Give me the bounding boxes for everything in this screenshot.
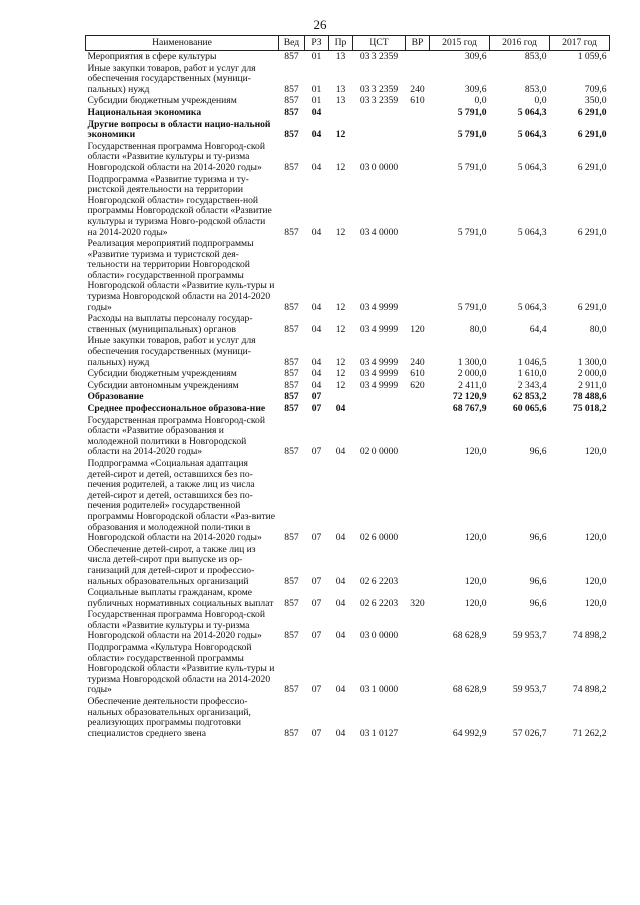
cell-cst: 03 4 9999 xyxy=(359,301,399,313)
cell-cst: 02 6 2203 xyxy=(359,597,399,609)
cell-rz: 07 xyxy=(311,446,322,458)
cell-name: Образование xyxy=(87,391,144,403)
cell-name: Обеспечение детей-сирот, а также лиц из числа детей-сирот при выпуске из ор-ганизаций для детей-сирот и профессио-нальных образовательных организаций xyxy=(87,543,256,587)
cell-rz: 04 xyxy=(311,379,322,391)
cell-ved: 857 xyxy=(284,95,299,107)
cell-cst xyxy=(353,107,406,119)
cell-2017: 6 291,0 xyxy=(577,226,607,238)
cell-vr xyxy=(406,609,430,642)
cell-pr: 04 xyxy=(335,630,346,642)
cell-ved: 857 xyxy=(284,129,299,141)
cell-rz: 07 xyxy=(311,575,322,587)
cell-2015: 5 791,0 xyxy=(457,129,487,141)
budget-table xyxy=(85,35,610,739)
cell-2016: 59 953,7 xyxy=(512,630,547,642)
cell-2016: 96,6 xyxy=(529,597,547,609)
cell-ved: 857 xyxy=(284,684,299,696)
cell-pr xyxy=(329,107,353,119)
cell-2015: 68 628,9 xyxy=(452,684,487,696)
cell-2016: 96,6 xyxy=(529,575,547,587)
header-cst: ЦСТ xyxy=(353,36,406,51)
cell-2015: 80,0 xyxy=(469,323,487,335)
cell-pr: 04 xyxy=(335,727,346,739)
cell-name: Субсидии бюджетным учреждениям xyxy=(87,368,237,380)
table-row xyxy=(86,119,610,141)
cell-2015: 72 120,9 xyxy=(452,391,487,403)
table-row xyxy=(86,415,610,458)
cell-2016: 62 853,2 xyxy=(512,391,547,403)
cell-2015: 68 767,9 xyxy=(452,403,487,414)
cell-rz: 07 xyxy=(311,630,322,642)
cell-cst: 03 3 2359 xyxy=(359,51,399,62)
table-body xyxy=(86,51,610,740)
cell-ved: 857 xyxy=(284,161,299,173)
cell-rz: 04 xyxy=(311,323,322,335)
cell-name: Подпрограмма «Культура Новгородской области» государственной программы Новгородской области «Развитие куль-туры и туризма Новгородской области на 2014-2020 годы» xyxy=(87,642,275,696)
cell-name: Реализация мероприятий подпрограммы «Развитие туризма и туристской дея-тельности на территории Новгородской области» государственной программы Новгородской области «Развитие куль-туры и туризма Новгородской области на 2014-2020 годы» xyxy=(87,238,275,313)
cell-name: Среднее профессиональное образова-ние xyxy=(87,403,266,414)
cell-rz: 04 xyxy=(311,129,322,141)
cell-2017: 78 488,6 xyxy=(572,391,607,403)
header-2017: 2017 год xyxy=(550,36,610,51)
header-rz: РЗ xyxy=(305,36,329,51)
cell-pr: 04 xyxy=(335,532,346,544)
cell-name: Субсидии бюджетным учреждениям xyxy=(87,95,237,107)
cell-name: Обеспечение деятельности профессио-нальных образовательных организаций, реализующих программы подготовки специалистов среднего звена xyxy=(87,696,251,739)
cell-vr xyxy=(406,415,430,458)
cell-2015: 309,6 xyxy=(464,83,487,95)
cell-2015: 5 791,0 xyxy=(457,106,487,118)
cell-rz: 04 xyxy=(311,368,322,380)
cell-name: Субсидии автономным учреждениям xyxy=(87,379,239,391)
cell-vr xyxy=(406,544,430,587)
cell-cst: 02 0 0000 xyxy=(359,446,399,458)
cell-rz: 07 xyxy=(311,403,322,414)
cell-cst: 03 1 0127 xyxy=(359,727,399,739)
cell-ved: 857 xyxy=(284,51,299,62)
cell-2015: 120,0 xyxy=(464,597,487,609)
cell-pr: 04 xyxy=(335,403,346,414)
cell-2017: 120,0 xyxy=(584,597,607,609)
cell-ved: 857 xyxy=(284,391,299,403)
cell-ved: 857 xyxy=(284,323,299,335)
cell-ved: 857 xyxy=(284,630,299,642)
cell-2016: 64,4 xyxy=(529,323,547,335)
table-row xyxy=(86,141,610,174)
table-row xyxy=(86,587,610,609)
table-row xyxy=(86,335,610,368)
header-2016: 2016 год xyxy=(490,36,550,51)
cell-name: Мероприятия в сфере культуры xyxy=(87,51,217,62)
table-row xyxy=(86,174,610,239)
cell-vr: 240 xyxy=(410,83,425,95)
table-row xyxy=(86,380,610,392)
cell-name: Государственная программа Новгород-ской области «Развитие образования и молодежной политики в Новгородской области на 2014-2020 годы» xyxy=(87,414,265,458)
cell-pr: 13 xyxy=(335,51,346,62)
cell-cst: 03 3 2359 xyxy=(359,83,399,95)
cell-vr: 320 xyxy=(410,597,425,609)
header-name: Наименование xyxy=(86,36,279,51)
cell-ved: 857 xyxy=(284,226,299,238)
cell-2016: 5 064,3 xyxy=(517,129,547,141)
cell-2016: 853,0 xyxy=(524,83,547,95)
table-row xyxy=(86,544,610,587)
cell-pr: 12 xyxy=(335,323,346,335)
cell-2017: 75 018,2 xyxy=(572,403,607,414)
table-row xyxy=(86,51,610,63)
cell-vr xyxy=(406,696,430,739)
cell-2016: 1 046,5 xyxy=(517,356,547,368)
cell-2015: 309,6 xyxy=(464,51,487,62)
cell-vr xyxy=(406,119,430,141)
cell-rz: 04 xyxy=(311,106,322,118)
cell-rz: 07 xyxy=(311,684,322,696)
cell-cst xyxy=(353,391,406,403)
cell-cst: 03 1 0000 xyxy=(359,684,399,696)
cell-vr xyxy=(406,141,430,174)
cell-ved: 857 xyxy=(284,532,299,544)
table-row xyxy=(86,368,610,380)
cell-2017: 71 262,2 xyxy=(572,727,607,739)
cell-pr: 12 xyxy=(335,301,346,313)
cell-cst xyxy=(353,119,406,141)
cell-2017: 6 291,0 xyxy=(577,161,607,173)
cell-pr: 04 xyxy=(335,575,346,587)
cell-vr xyxy=(406,238,430,313)
cell-vr: 620 xyxy=(410,379,425,391)
cell-2017: 350,0 xyxy=(584,95,607,107)
cell-2017: 6 291,0 xyxy=(577,301,607,313)
cell-ved: 857 xyxy=(284,446,299,458)
cell-ved: 857 xyxy=(284,356,299,368)
cell-pr: 13 xyxy=(335,95,346,107)
table-row xyxy=(86,458,610,544)
table-row xyxy=(86,63,610,96)
cell-pr: 04 xyxy=(335,597,346,609)
cell-name: Иные закупки товаров, работ и услуг для обеспечения государственных (муници-пальных) нужд xyxy=(87,62,256,95)
cell-ved: 857 xyxy=(284,106,299,118)
cell-2017: 120,0 xyxy=(584,532,607,544)
cell-name: Государственная программа Новгород-ской области «Развитие культуры и ту-ризма Новгородской области на 2014-2020 годы» xyxy=(87,140,265,173)
cell-vr: 120 xyxy=(410,323,425,335)
cell-pr: 12 xyxy=(335,379,346,391)
cell-ved: 857 xyxy=(284,575,299,587)
header-ved: Вед xyxy=(279,36,305,51)
cell-vr: 240 xyxy=(410,356,425,368)
table-row xyxy=(86,609,610,642)
cell-2015: 1 300,0 xyxy=(457,356,487,368)
cell-pr: 12 xyxy=(335,129,346,141)
cell-name: Другие вопросы в области нацио-нальной экономики xyxy=(87,118,271,141)
cell-vr xyxy=(406,174,430,239)
cell-rz: 01 xyxy=(311,83,322,95)
cell-cst: 03 4 9999 xyxy=(359,323,399,335)
cell-vr xyxy=(406,391,430,403)
cell-rz: 04 xyxy=(311,356,322,368)
cell-2015: 5 791,0 xyxy=(457,226,487,238)
cell-2016: 96,6 xyxy=(529,446,547,458)
cell-cst: 03 0 0000 xyxy=(359,161,399,173)
cell-cst: 03 0 0000 xyxy=(359,630,399,642)
table-row xyxy=(86,238,610,313)
cell-ved: 857 xyxy=(284,368,299,380)
cell-2015: 0,0 xyxy=(474,95,487,107)
cell-cst: 03 4 9999 xyxy=(359,368,399,380)
cell-ved: 857 xyxy=(284,727,299,739)
cell-2015: 120,0 xyxy=(464,575,487,587)
cell-cst xyxy=(353,403,406,415)
cell-2015: 2 411,0 xyxy=(458,379,487,391)
cell-name: Расходы на выплаты персоналу государ-ственных (муниципальных) органов xyxy=(87,313,253,335)
cell-2015: 120,0 xyxy=(464,532,487,544)
cell-2016: 5 064,3 xyxy=(517,301,547,313)
cell-2017: 6 291,0 xyxy=(577,129,607,141)
cell-cst: 03 4 9999 xyxy=(359,379,399,391)
cell-ved: 857 xyxy=(284,379,299,391)
cell-2016: 1 610,0 xyxy=(517,368,547,380)
header-pr: Пр xyxy=(329,36,353,51)
cell-2015: 2 000,0 xyxy=(457,368,487,380)
cell-vr xyxy=(406,51,430,63)
cell-pr xyxy=(329,391,353,403)
cell-2017: 1 300,0 xyxy=(577,356,607,368)
cell-ved: 857 xyxy=(284,403,299,414)
cell-2016: 5 064,3 xyxy=(517,226,547,238)
cell-vr xyxy=(406,107,430,119)
table-row xyxy=(86,403,610,415)
cell-rz: 07 xyxy=(311,391,322,403)
cell-name: Подпрограмма «Развитие туризма и ту-ристской деятельности на территории Новгородской области» государствен-ной программы Новгородской области «Развитие культуры и туризма Новго-родской области на 2014-2020 годы» xyxy=(87,173,272,238)
table-row xyxy=(86,107,610,119)
cell-name: Государственная программа Новгород-ской области «Развитие культуры и ту-ризма Новгородской области на 2014-2020 годы» xyxy=(87,609,265,642)
cell-rz: 04 xyxy=(311,301,322,313)
cell-2016: 0,0 xyxy=(534,95,547,107)
cell-2016: 853,0 xyxy=(524,51,547,62)
cell-rz: 01 xyxy=(311,95,322,107)
cell-2015: 5 791,0 xyxy=(457,161,487,173)
cell-2016: 60 065,6 xyxy=(512,403,547,414)
cell-2017: 120,0 xyxy=(584,446,607,458)
cell-rz: 04 xyxy=(311,161,322,173)
header-2015: 2015 год xyxy=(430,36,490,51)
cell-2016: 59 953,7 xyxy=(512,684,547,696)
cell-2017: 74 898,2 xyxy=(572,630,607,642)
cell-name: Подпрограмма «Социальная адаптация детей-сирот и детей, оставшихся без по-печения родителей, а также лиц из числа детей-сирот и детей, оставшихся без по-печения родителей» государственной программы Новгородской области «Раз-витие образования и молодежной поли-тики в Новгородской области на 2014-2020 годы» xyxy=(87,457,276,544)
cell-2016: 5 064,3 xyxy=(517,161,547,173)
cell-2017: 80,0 xyxy=(589,323,607,335)
table-row xyxy=(86,95,610,107)
cell-name: Социальные выплаты гражданам, кроме публичных нормативных социальных выплат xyxy=(87,587,274,609)
cell-cst: 02 6 2203 xyxy=(359,575,399,587)
cell-2015: 68 628,9 xyxy=(452,630,487,642)
cell-2016: 5 064,3 xyxy=(517,106,547,118)
cell-pr: 12 xyxy=(335,161,346,173)
cell-2017: 74 898,2 xyxy=(572,684,607,696)
cell-vr xyxy=(406,403,430,415)
cell-rz: 04 xyxy=(311,226,322,238)
cell-2016: 96,6 xyxy=(529,532,547,544)
cell-pr: 04 xyxy=(335,684,346,696)
cell-pr: 04 xyxy=(335,446,346,458)
cell-rz: 07 xyxy=(311,727,322,739)
cell-ved: 857 xyxy=(284,83,299,95)
table-row xyxy=(86,642,610,696)
cell-2015: 64 992,9 xyxy=(452,727,487,739)
cell-2016: 57 026,7 xyxy=(512,727,547,739)
cell-vr xyxy=(406,642,430,696)
header-vr: ВР xyxy=(406,36,430,51)
cell-rz: 07 xyxy=(311,532,322,544)
cell-cst: 02 6 0000 xyxy=(359,532,399,544)
page-number: 26 xyxy=(313,17,327,32)
cell-pr: 12 xyxy=(335,356,346,368)
cell-cst: 03 3 2359 xyxy=(359,95,399,107)
table-header-row xyxy=(86,36,610,51)
cell-rz: 07 xyxy=(311,597,322,609)
cell-2015: 120,0 xyxy=(464,446,487,458)
cell-rz: 01 xyxy=(311,51,322,62)
cell-2016: 2 343,4 xyxy=(517,379,547,391)
cell-vr: 610 xyxy=(410,95,425,107)
cell-2017: 2 911,0 xyxy=(578,379,607,391)
cell-ved: 857 xyxy=(284,597,299,609)
cell-vr: 610 xyxy=(410,368,425,380)
cell-vr xyxy=(406,458,430,544)
cell-name: Национальная экономика xyxy=(87,106,202,118)
cell-2017: 2 000,0 xyxy=(577,368,607,380)
table-row xyxy=(86,696,610,739)
cell-2017: 6 291,0 xyxy=(577,106,607,118)
cell-pr: 13 xyxy=(335,83,346,95)
cell-2017: 1 059,6 xyxy=(577,51,607,62)
cell-ved: 857 xyxy=(284,301,299,313)
cell-2017: 120,0 xyxy=(584,575,607,587)
cell-pr: 12 xyxy=(335,226,346,238)
cell-2015: 5 791,0 xyxy=(457,301,487,313)
cell-pr: 12 xyxy=(335,368,346,380)
cell-cst: 03 4 0000 xyxy=(359,226,399,238)
table-row xyxy=(86,313,610,335)
table-row xyxy=(86,391,610,403)
cell-cst: 03 4 9999 xyxy=(359,356,399,368)
cell-2017: 709,6 xyxy=(584,83,607,95)
cell-name: Иные закупки товаров, работ и услуг для обеспечения государственных (муници-пальных) нужд xyxy=(87,335,256,368)
